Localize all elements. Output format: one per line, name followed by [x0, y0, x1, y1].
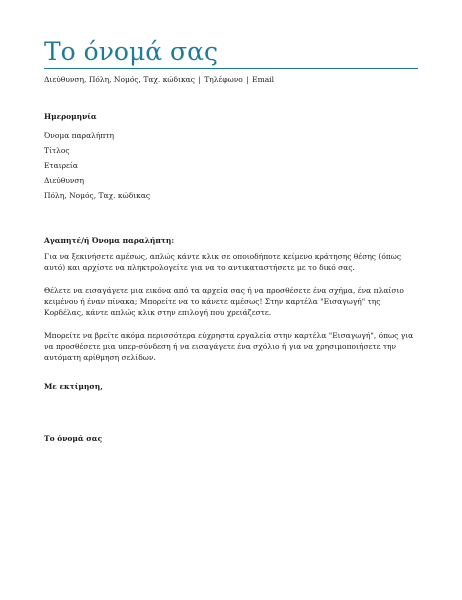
recipient-city-zip[interactable]: Πόλη, Νομός, Ταχ. κώδικας — [44, 191, 151, 200]
contact-separator: | — [246, 75, 249, 84]
letter-header — [44, 36, 418, 85]
recipient-company[interactable]: Εταιρεία — [44, 161, 78, 170]
signature-name[interactable]: Το όνομά σας — [44, 434, 103, 443]
letter-body — [44, 251, 418, 375]
recipient-name[interactable]: Όνομα παραλήπτη — [44, 131, 114, 140]
body-paragraph[interactable]: Θέλετε να εισαγάγετε μια εικόνα από τα αρχεία σας ή να προσθέσετε ένα σχήμα, ένα πλαίσιο κειμένου ή έναν πίνακα; Μπορείτε να το κάνετε αμέσως! Στην καρτέλα "Εισαγωγή" της Κορδέλας, κάντε απλώς κλικ στην επιλογή που χρειάζεστε. — [44, 286, 404, 317]
sender-name-title[interactable]: Το όνομά σας — [44, 37, 218, 66]
recipient-title[interactable]: Τίτλος — [44, 146, 70, 155]
contact-address[interactable]: Διεύθυνση, Πόλη, Νομός, Ταχ. κώδικας — [44, 75, 195, 84]
contact-line — [44, 74, 418, 85]
date-field[interactable]: Ημερομηνία — [44, 112, 97, 121]
contact-phone[interactable]: Τηλέφωνο — [204, 75, 243, 84]
body-paragraph[interactable]: Μπορείτε να βρείτε ακόμα περισσότερα εύχρηστα εργαλεία στην καρτέλα "Εισαγωγή", όπως για να προσθέσετε μια υπερ-σύνδεση ή να εισαγάγετε ένα σχόλιο ή για να χρησιμοποιήσετε την αυτόματη αρίθμηση σελίδων. — [44, 331, 414, 362]
contact-email[interactable]: Email — [252, 75, 274, 84]
body-paragraph[interactable]: Για να ξεκινήσετε αμέσως, απλώς κάντε κλικ σε οποιοδήποτε κείμενο κράτησης θέσης (όπως αυτό) και αρχίστε να πληκτρολογείτε για να το αντικαταστήσετε με το δικό σας. — [44, 252, 402, 272]
salutation[interactable]: Αγαπητέ/ή Όνομα παραλήπτη: — [44, 236, 175, 245]
header-divider — [44, 68, 418, 69]
contact-separator: | — [198, 75, 201, 84]
recipient-block — [44, 128, 418, 203]
closing[interactable]: Με εκτίμηση, — [44, 382, 103, 391]
recipient-address[interactable]: Διεύθυνση — [44, 176, 85, 185]
